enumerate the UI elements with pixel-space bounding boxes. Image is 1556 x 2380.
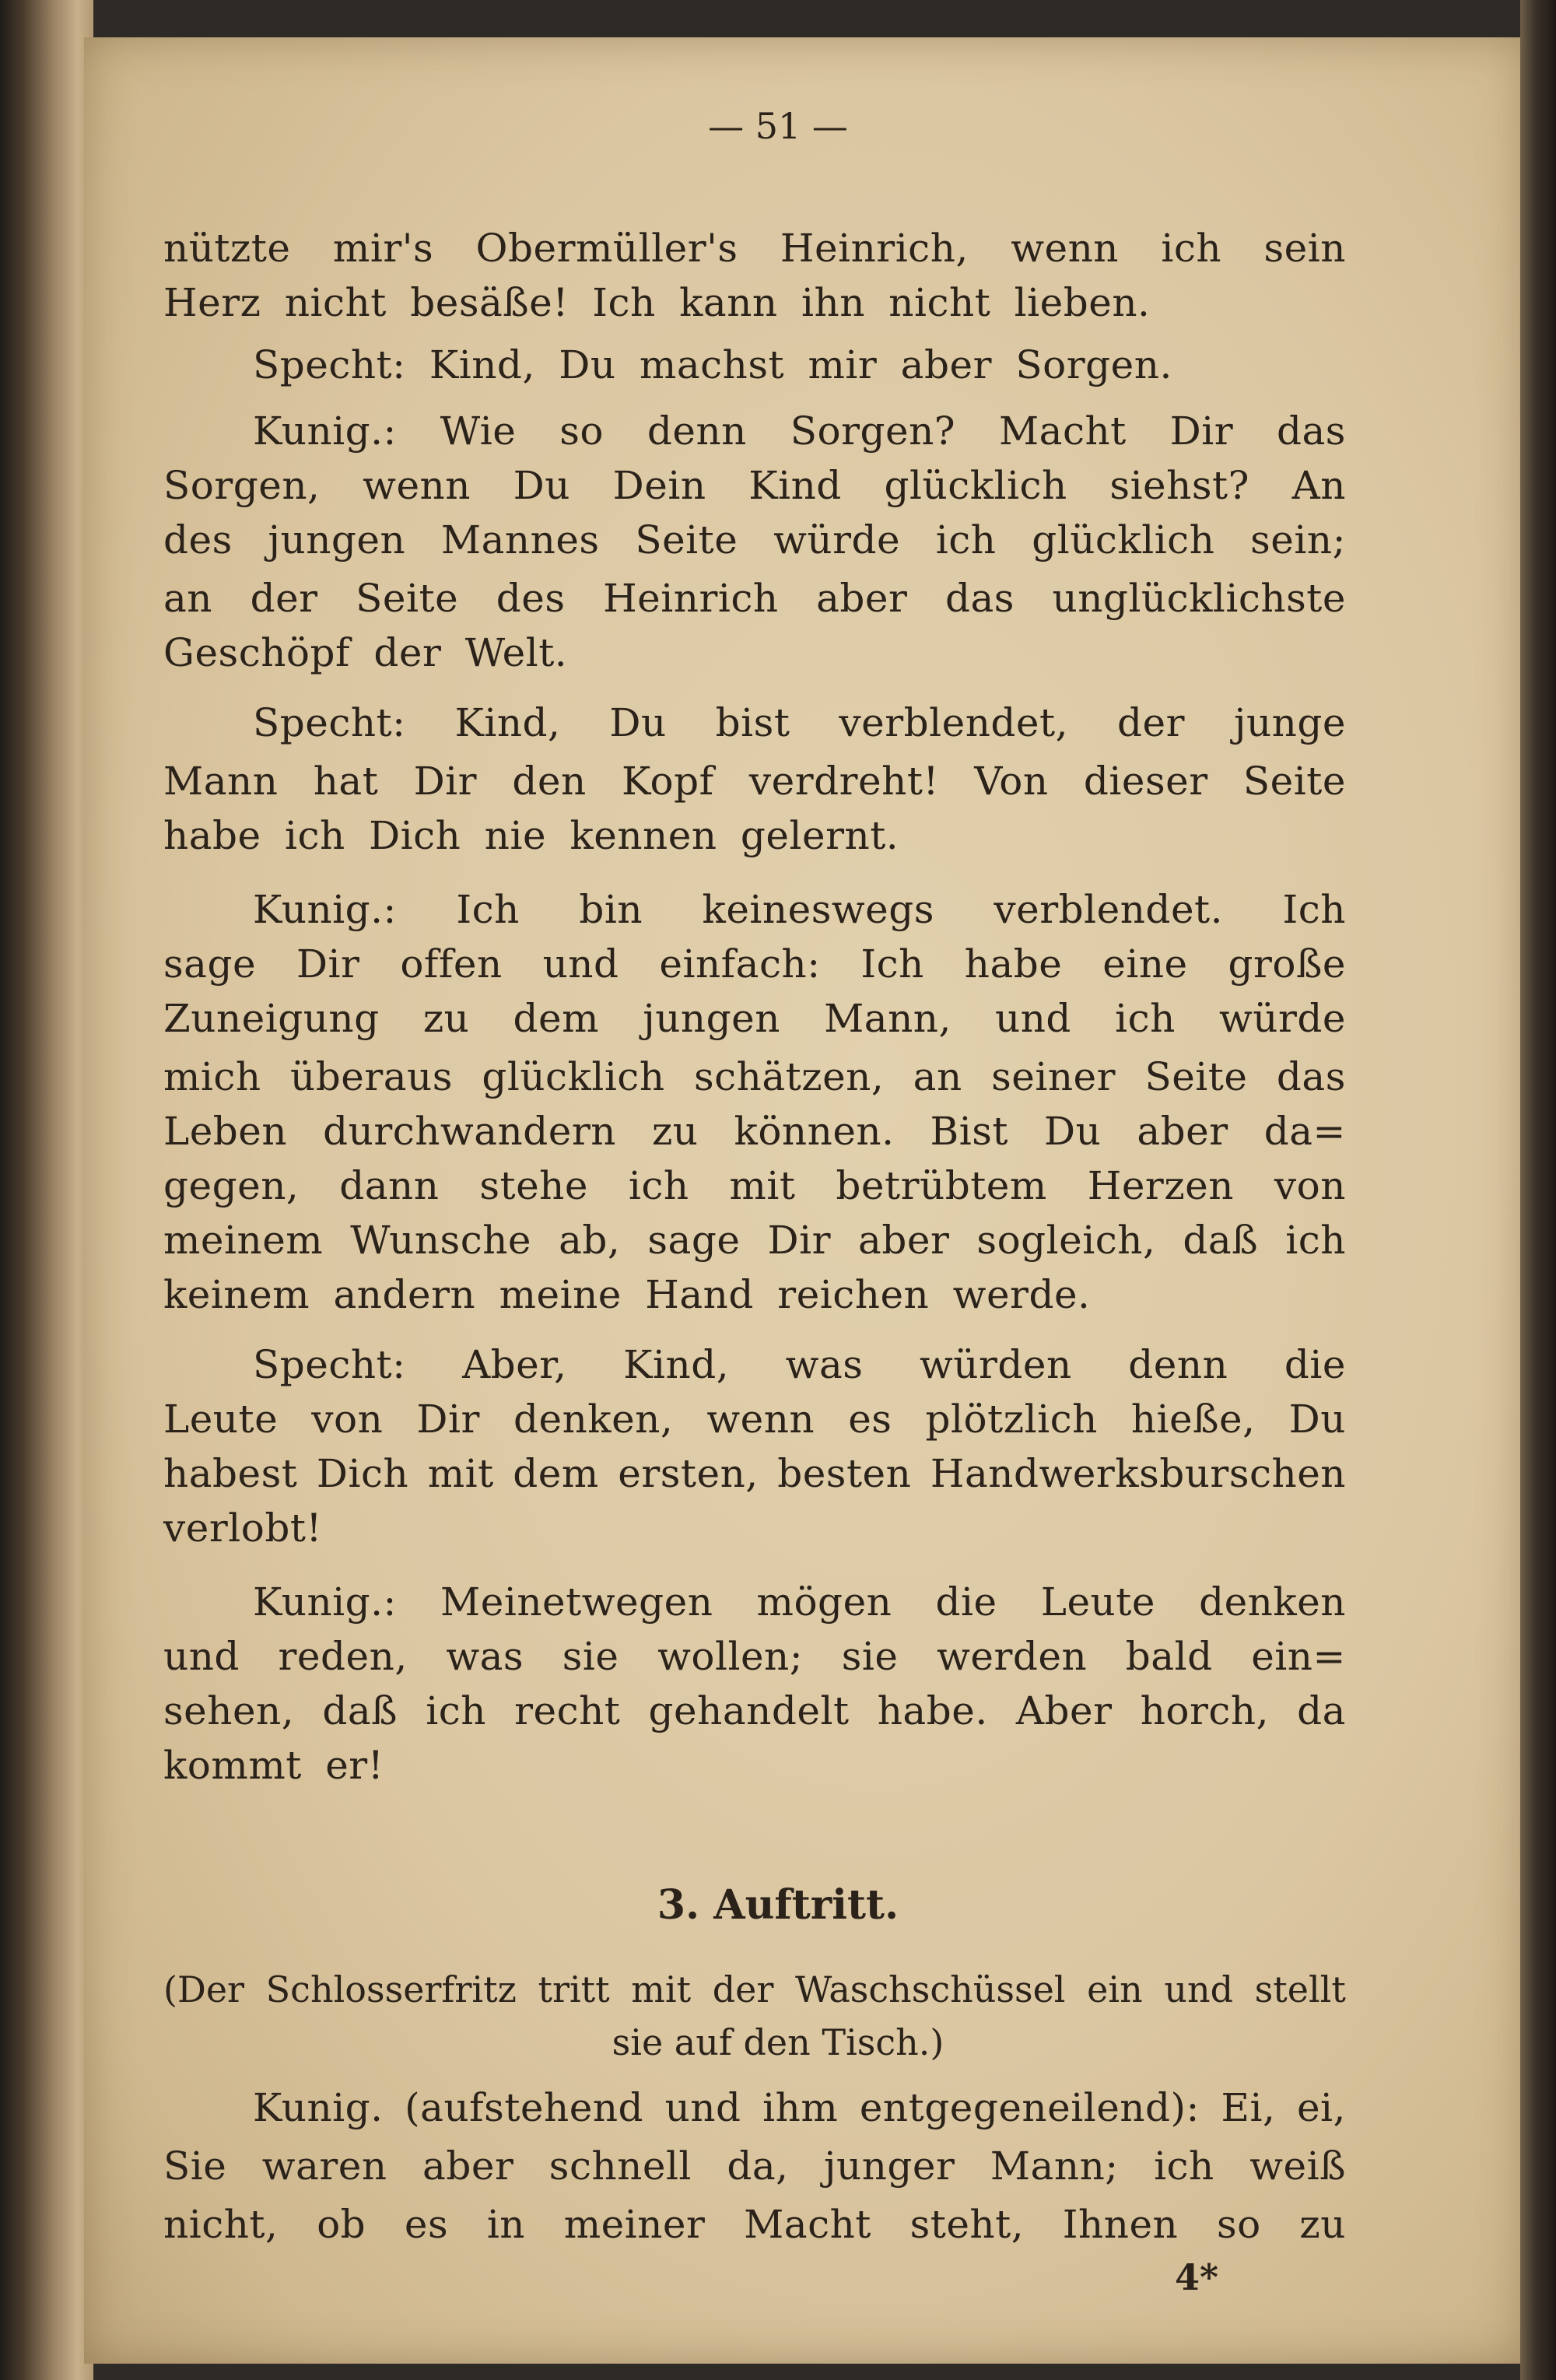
stage-direction-line-1 <box>163 1968 1346 2010</box>
page-number: — 51 — <box>708 105 848 147</box>
text-line: Specht: Kind, Du bist verblendet, der junge <box>253 700 1346 745</box>
word: tritt <box>538 1968 610 2010</box>
text-line: habe ich Dich nie kennen gelernt. <box>163 813 899 858</box>
stage-direction-line-2: sie auf den Tisch.) <box>612 2021 944 2063</box>
word: ein <box>1087 1968 1143 2010</box>
word: (Der <box>163 1968 245 2010</box>
text-line: Leute von Dir denken, wenn es plötzlich hieße, Du <box>163 1397 1346 1442</box>
section-heading: 3. Auftritt. <box>657 1881 899 1929</box>
word: stellt <box>1254 1968 1346 2010</box>
text-line: mich überaus glücklich schätzen, an seiner Seite das <box>163 1054 1346 1099</box>
text-line: keinem andern meine Hand reichen werde. <box>163 1272 1091 1317</box>
text-line: sage Dir offen und einfach: Ich habe eine große <box>163 941 1346 987</box>
text-line: Leben durchwandern zu können. Bist Du aber da= <box>163 1109 1346 1154</box>
text-line: Kunig.: Wie so denn Sorgen? Macht Dir das <box>253 408 1346 454</box>
text-line: verlobt! <box>163 1505 323 1551</box>
word: mit <box>631 1968 692 2010</box>
word: und <box>1164 1968 1234 2010</box>
word: der <box>712 1968 774 2010</box>
text-line: Mann hat Dir den Kopf verdreht! Von dieser Seite <box>163 759 1346 804</box>
word: Waschschüssel <box>795 1968 1066 2010</box>
text-line: Kunig. (aufstehend und ihm entgegeneilend): Ei, ei, <box>253 2085 1346 2130</box>
text-line: Geschöpf der Welt. <box>163 630 568 675</box>
text-line: Sie waren aber schnell da, junger Mann; ich weiß <box>163 2143 1346 2189</box>
text-line: Specht: Aber, Kind, was würden denn die <box>253 1342 1346 1387</box>
text-line: an der Seite des Heinrich aber das unglücklichste <box>163 576 1346 621</box>
text-line: des jungen Mannes Seite würde ich glücklich sein; <box>163 517 1346 563</box>
text-line: Kunig.: Ich bin keineswegs verblendet. Ich <box>253 887 1346 932</box>
text-line: Specht: Kind, Du machst mir aber Sorgen. <box>253 342 1172 387</box>
text-line: Zuneigung zu dem jungen Mann, und ich würde <box>163 996 1346 1041</box>
text-line: gegen, dann stehe ich mit betrübtem Herzen von <box>163 1163 1346 1208</box>
text-line: und reden, was sie wollen; sie werden bald ein= <box>163 1634 1346 1679</box>
text-line: habest Dich mit dem ersten, besten Handwerksburschen <box>163 1451 1346 1496</box>
signature-mark: 4* <box>1175 2256 1219 2298</box>
text-line: kommt er! <box>163 1743 384 1788</box>
text-line: Sorgen, wenn Du Dein Kind glücklich siehst? An <box>163 463 1346 508</box>
text-line: meinem Wunsche ab, sage Dir aber sogleich, daß ich <box>163 1218 1346 1263</box>
text-line: Kunig.: Meinetwegen mögen die Leute denken <box>253 1579 1346 1625</box>
text-line: sehen, daß ich recht gehandelt habe. Aber horch, da <box>163 1688 1346 1733</box>
text-line: nützte mir's Obermüller's Heinrich, wenn ich sein <box>163 226 1346 271</box>
text-line: nicht, ob es in meiner Macht steht, Ihnen so zu <box>163 2202 1346 2247</box>
text-line: Herz nicht besäße! Ich kann ihn nicht lieben. <box>163 280 1151 325</box>
word: Schlosserfritz <box>265 1968 517 2010</box>
